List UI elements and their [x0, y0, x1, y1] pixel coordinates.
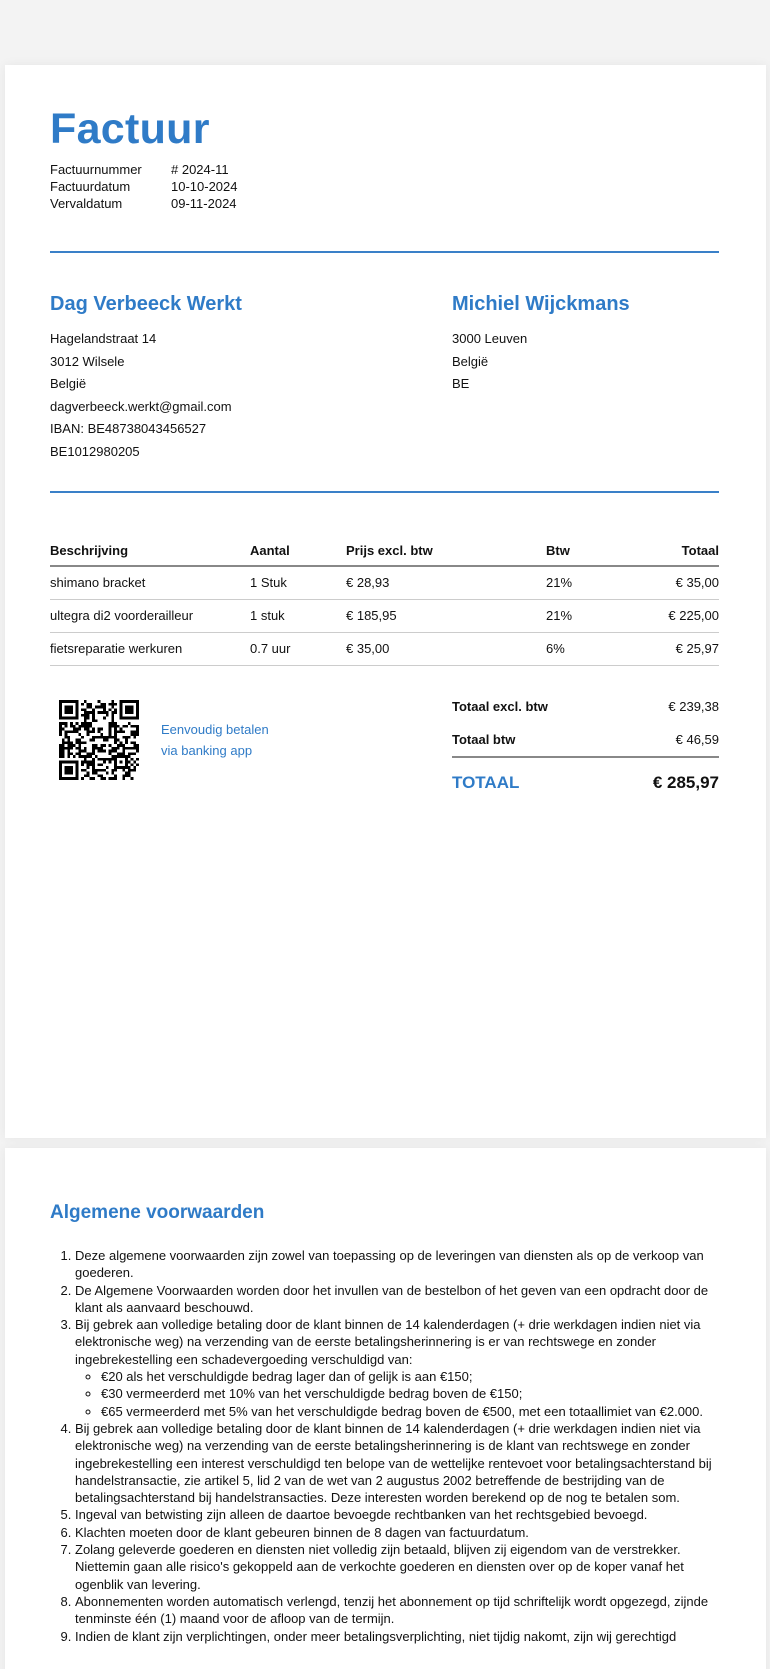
seller-vat-number: BE1012980205 — [50, 443, 140, 459]
invoice-meta — [50, 161, 238, 212]
cell-quantity: 1 stuk — [250, 599, 346, 632]
terms-list — [50, 1247, 722, 1645]
column-header: Prijs excl. btw — [346, 536, 546, 566]
cell-description: fietsreparatie werkuren — [50, 632, 250, 665]
terms-item: 5. Ingeval van betwisting zijn alleen de daartoe bevoegde rechtbanken van het rechtsgebied bevoegd. — [75, 1506, 722, 1523]
meta-label: Factuurnummer — [50, 162, 142, 177]
seller-line: België — [50, 376, 87, 391]
cell-price: € 28,93 — [346, 566, 546, 599]
meta-row-number — [50, 161, 238, 178]
table-row — [50, 599, 719, 632]
column-header: Btw — [546, 536, 626, 566]
terms-item: 9. Indien de klant zijn verplichtingen, onder meer betalingsverplichting, niet tijdig nakomt, zijn wij gerechtigd — [75, 1628, 722, 1645]
terms-title: Algemene voorwaarden — [50, 1202, 265, 1223]
meta-label: Factuurdatum — [50, 179, 131, 194]
seller-email: dagverbeeck.werkt@gmail.com — [50, 398, 232, 414]
column-header: Aantal — [250, 536, 346, 566]
terms-subitem: ◦ €30 vermeerderd met 10% van het verschuldigde bedrag boven de €150; — [101, 1385, 722, 1402]
pay-text-line: Eenvoudig betalen — [161, 722, 269, 737]
meta-value: # 2024-11 — [171, 162, 229, 177]
terms-item: 2. De Algemene Voorwaarden worden door het invullen van de bestelbon of het geven van een opdracht door de klant als aanvaard beschouwd. — [75, 1282, 722, 1317]
subtotal-label: Totaal excl. btw — [452, 699, 548, 714]
invoice-title: Factuur — [50, 105, 210, 153]
seller-line: Hagelandstraat 14 — [50, 331, 157, 346]
cell-description: shimano bracket — [50, 566, 250, 599]
grand-total-value: € 285,97 — [652, 773, 719, 792]
subtotal-value: € 239,38 — [668, 699, 719, 714]
seller-line: 3012 Wilsele — [50, 353, 125, 369]
terms-subitem: ◦ €65 vermeerderd met 5% van het verschuldigde bedrag boven de €500, met een totaallimiet van €2.000. — [101, 1403, 722, 1420]
table-row — [50, 566, 719, 599]
column-header: Totaal — [626, 536, 719, 566]
client-line: BE — [452, 376, 470, 391]
terms-subitem: ◦ €20 als het verschuldigde bedrag lager dan of gelijk is aan €150; — [101, 1368, 722, 1385]
vat-total-row — [452, 723, 719, 756]
seller-iban: IBAN: BE48738043456527 — [50, 421, 207, 436]
cell-total: € 25,97 — [626, 632, 719, 665]
cell-vat: 21% — [546, 566, 626, 599]
client-block — [452, 291, 630, 396]
pay-via-app-text — [161, 719, 269, 761]
table-header-row — [50, 536, 719, 566]
meta-label: Vervaldatum — [50, 196, 123, 211]
terms-item: 4. Bij gebrek aan volledige betaling door de klant binnen de 14 kalenderdagen (+ drie werkdagen indien niet via elektronische weg) na verzending van de eerste betalingsherinnering is de klant van rechtswege en zonder ingebrekestelling een interest verschuldigd ten belope van de wettelijke rentevoet voor betalingsachterstand bij handelstransactie, zie artikel 5, lid 2 van de wet van 2 augustus 2002 betreffende de bestrijding van de betalingsachterstand bij handelstransacties. Deze interesten worden berekend op de nog te betalen som. — [75, 1420, 722, 1506]
meta-value: 10-10-2024 — [171, 179, 238, 194]
terms-sublist — [75, 1368, 722, 1420]
terms-item: 6. Klachten moeten door de klant gebeuren binnen de 8 dagen van factuurdatum. — [75, 1524, 722, 1541]
vat-total-label: Totaal btw — [452, 732, 516, 747]
cell-price: € 35,00 — [346, 632, 546, 665]
totals-block — [452, 690, 719, 808]
grand-total-label: TOTAAL — [452, 773, 520, 792]
client-line: België — [452, 353, 489, 369]
subtotal-row — [452, 690, 719, 723]
table-row — [50, 632, 719, 665]
terms-item — [75, 1316, 722, 1420]
invoice-page — [5, 65, 766, 1138]
cell-vat: 21% — [546, 599, 626, 632]
cell-total: € 35,00 — [626, 566, 719, 599]
pay-text-line: via banking app — [161, 743, 253, 758]
vat-total-value: € 46,59 — [675, 732, 719, 747]
meta-value: 09-11-2024 — [171, 196, 237, 211]
terms-page — [5, 1148, 766, 1669]
terms-item: 8. Abonnementen worden automatisch verlengd, tenzij het abonnement op tijd schriftelijk wordt opgezegd, zijnde tenminste één (1) maand voor de afloop van de termijn. — [75, 1593, 722, 1628]
seller-block — [50, 291, 242, 463]
meta-row-date — [50, 178, 238, 195]
cell-description: ultegra di2 voorderailleur — [50, 599, 250, 632]
cell-price: € 185,95 — [346, 599, 546, 632]
qr-code-icon[interactable] — [59, 700, 139, 780]
client-line: 3000 Leuven — [452, 331, 528, 346]
cell-quantity: 0.7 uur — [250, 632, 346, 665]
terms-item-text: Bij gebrek aan volledige betaling door de klant binnen de 14 kalenderdagen (+ drie werkdagen indien niet via elektronische weg) na verzending van de eerste betalingsherinnering is er van rechtswege en zonder ingebrekestelling een schadevergoeding verschuldigd van: — [75, 1317, 701, 1367]
column-header: Beschrijving — [50, 536, 250, 566]
terms-item: 7. Zolang geleverde goederen en diensten niet volledig zijn betaald, blijven zij eigendom van de verstrekker. Niettemin gaan alle risico's gekoppeld aan de verkochte goederen en diensten over op de koper vanaf het ogenblik van levering. — [75, 1541, 722, 1593]
divider — [50, 251, 719, 253]
cell-vat: 6% — [546, 632, 626, 665]
terms-item: 1. Deze algemene voorwaarden zijn zowel van toepassing op de leveringen van diensten als op de verkoop van goederen. — [75, 1247, 722, 1282]
line-items-table — [50, 536, 719, 666]
meta-row-due — [50, 195, 238, 212]
client-name: Michiel Wijckmans — [452, 293, 630, 315]
divider — [50, 491, 719, 493]
cell-total: € 225,00 — [626, 599, 719, 632]
cell-quantity: 1 Stuk — [250, 566, 346, 599]
seller-name: Dag Verbeeck Werkt — [50, 293, 242, 315]
grand-total-row — [452, 758, 719, 808]
